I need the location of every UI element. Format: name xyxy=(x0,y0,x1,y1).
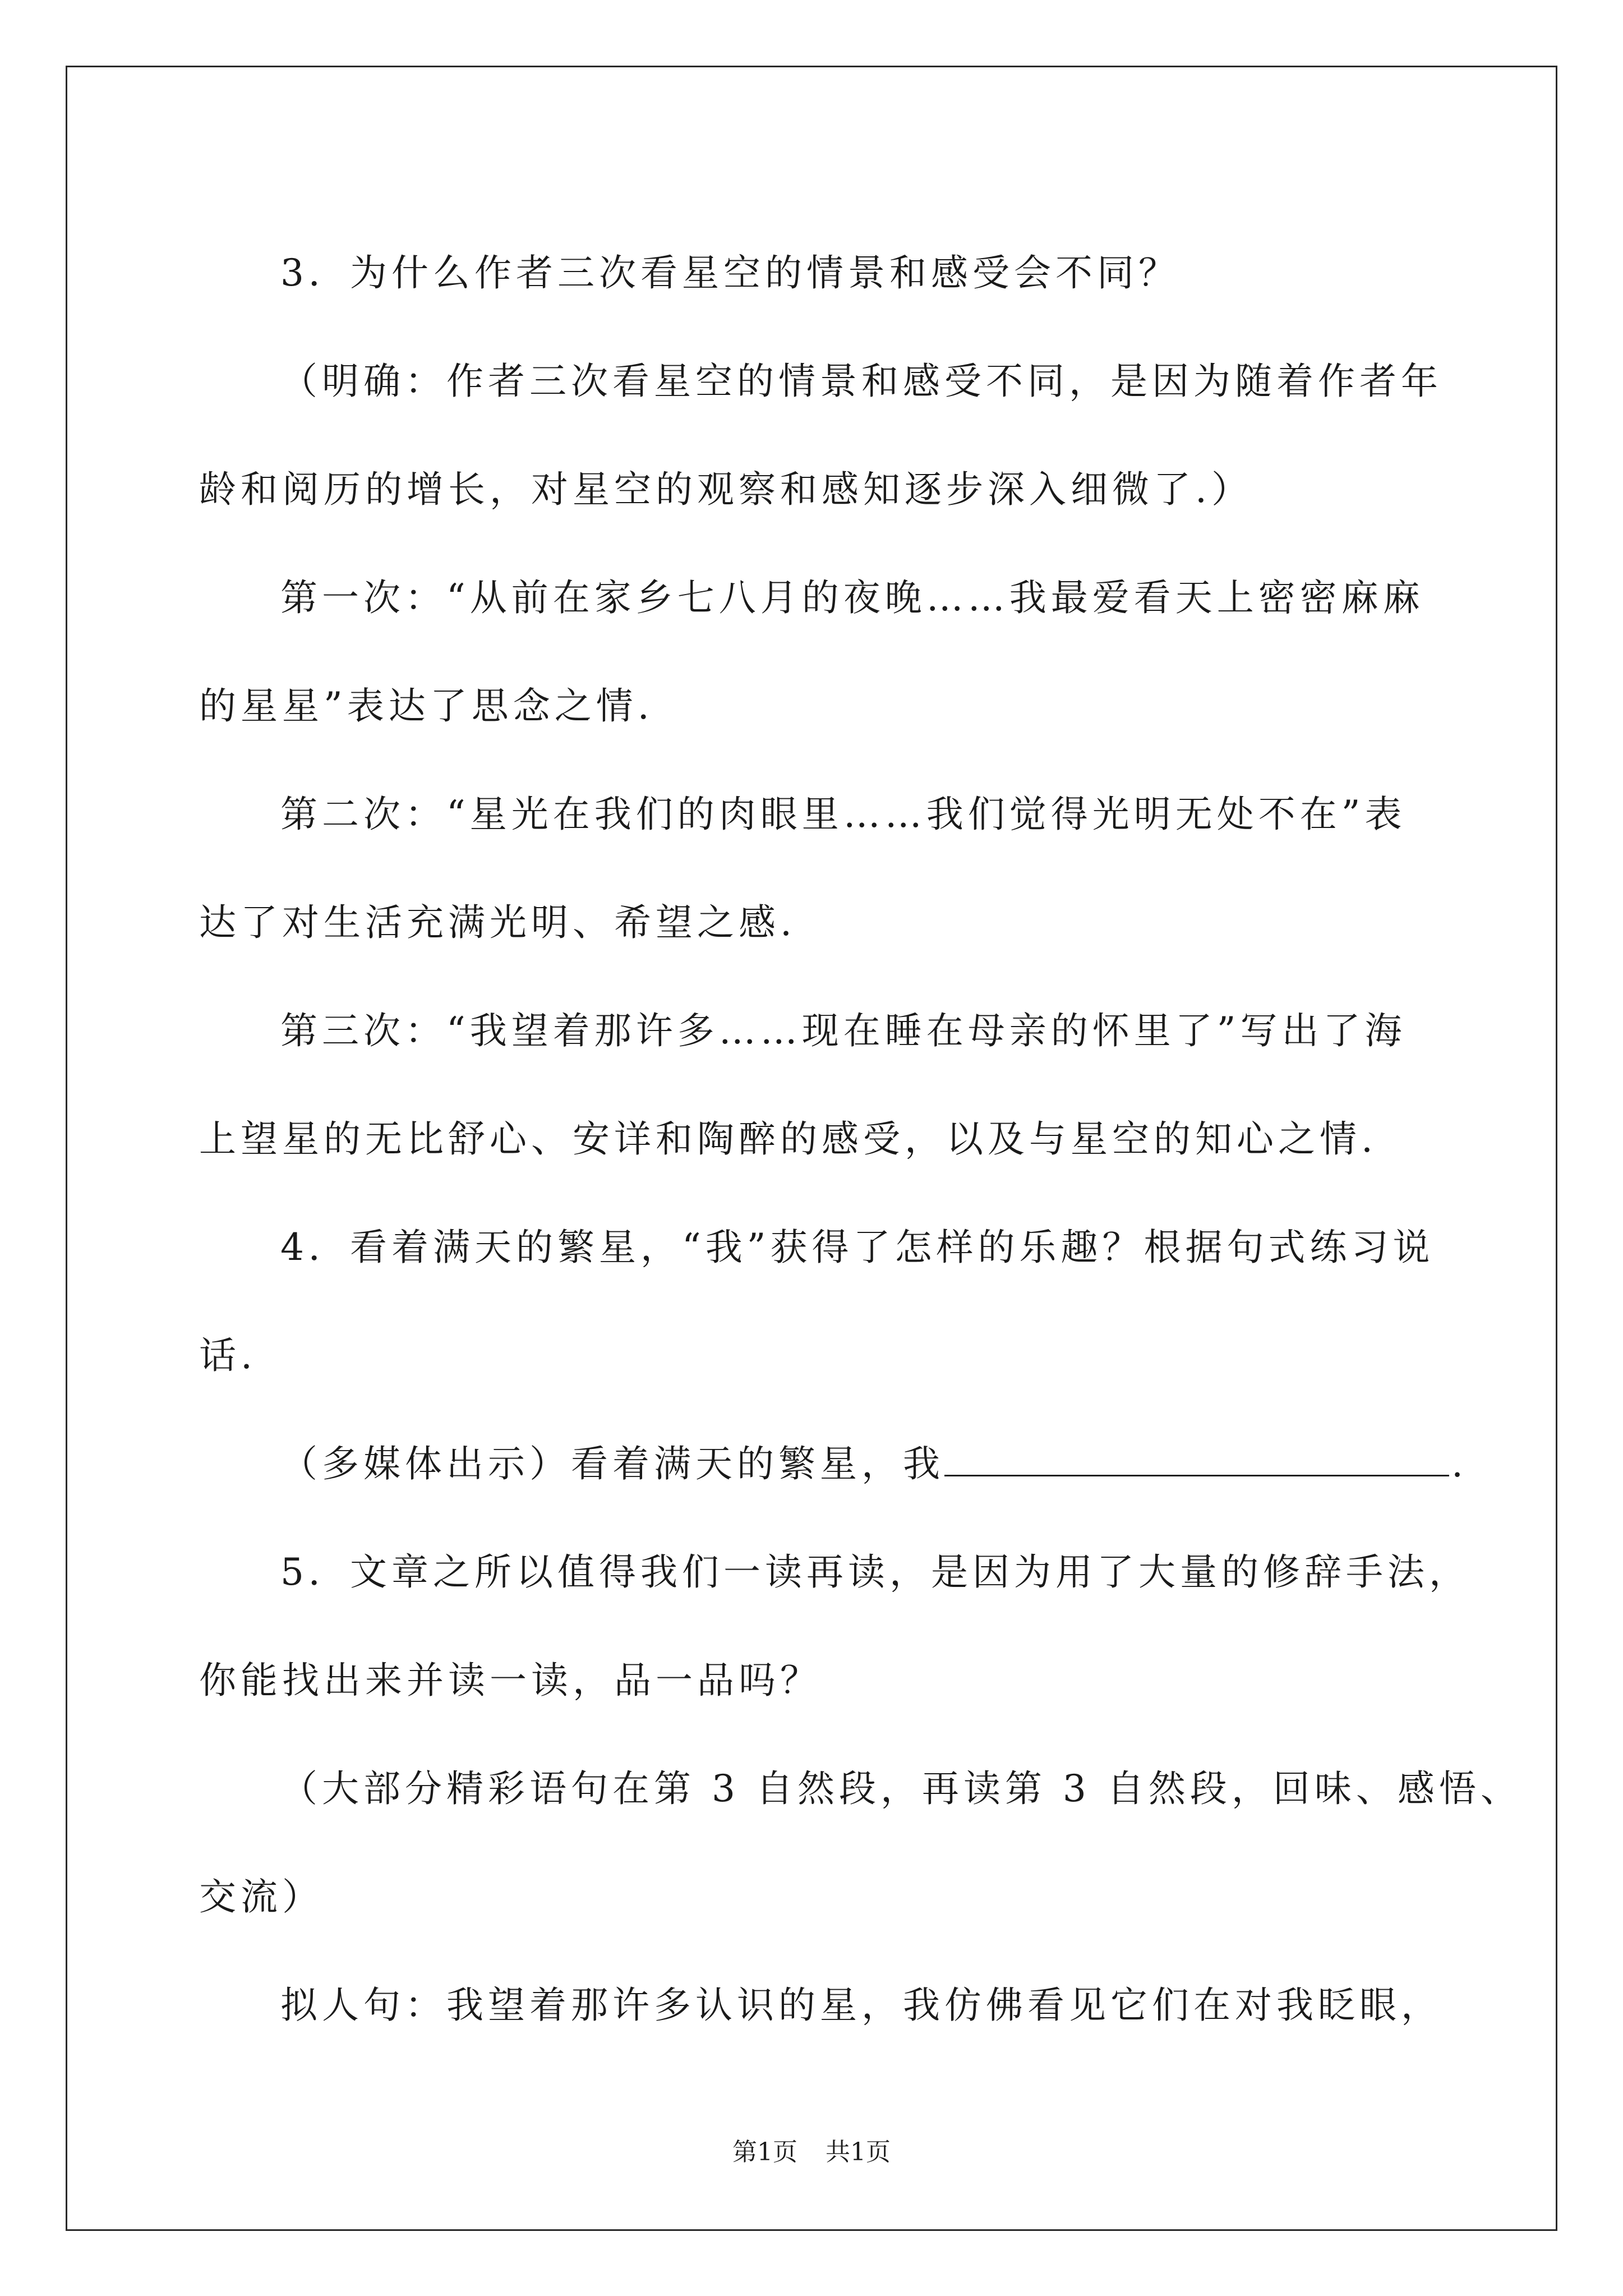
document-body xyxy=(199,219,1522,2059)
fill-in-blank-exercise xyxy=(199,1410,1468,1518)
answer-3-line-1: （明确：作者三次看星空的情景和感受不同，是因为随着作者年 xyxy=(280,360,1442,403)
question-5-line-1: 5．文章之所以值得我们一读再读，是因为用了大量的修辞手法， xyxy=(280,1550,1470,1594)
first-time-line-1: 第一次：“从前在家乡七八月的夜晚……我最爱看天上密密麻麻 xyxy=(280,576,1424,619)
hint-line-1: （大部分精彩语句在第 3 自然段，再读第 3 自然段，回味、感悟、 xyxy=(280,1767,1522,1810)
first-time-line-2: 的星星”表达了思念之情. xyxy=(199,684,654,728)
question-4-line-2: 话. xyxy=(199,1334,257,1377)
hint-line-2: 交流） xyxy=(199,1875,324,1918)
answer-3-line-2: 龄和阅历的增长，对星空的观察和感知逐步深入细微了.） xyxy=(199,468,1253,511)
third-time-line-1: 第三次：“我望着那许多……现在睡在母亲的怀里了”写出了海 xyxy=(280,1009,1407,1052)
third-time-line-2: 上望星的无比舒心、安详和陶醉的感受，以及与星空的知心之情. xyxy=(199,1117,1377,1161)
question-4-line-1: 4．看着满天的繁星，“我”获得了怎样的乐趣？根据句式练习说 xyxy=(280,1226,1435,1269)
fill-in-prefix: （多媒体出示）看着满天的繁星，我 xyxy=(280,1442,944,1485)
personification-example: 拟人句：我望着那许多认识的星，我仿佛看见它们在对我眨眼， xyxy=(280,1984,1442,2027)
question-3: 3．为什么作者三次看星空的情景和感受会不同？ xyxy=(280,251,1180,295)
answer-blank[interactable] xyxy=(944,1441,1449,1476)
fill-in-suffix: . xyxy=(1451,1442,1468,1485)
page-footer xyxy=(0,2132,1623,2168)
second-time-line-1: 第二次：“星光在我们的肉眼里……我们觉得光明无处不在”表 xyxy=(280,793,1407,836)
page-total: 共1页 xyxy=(826,2138,891,2166)
question-5-line-2: 你能找出来并读一读，品一品吗？ xyxy=(199,1659,822,1702)
page-number: 第1页 xyxy=(732,2138,797,2166)
second-time-line-2: 达了对生活充满光明、希望之感. xyxy=(199,901,796,944)
